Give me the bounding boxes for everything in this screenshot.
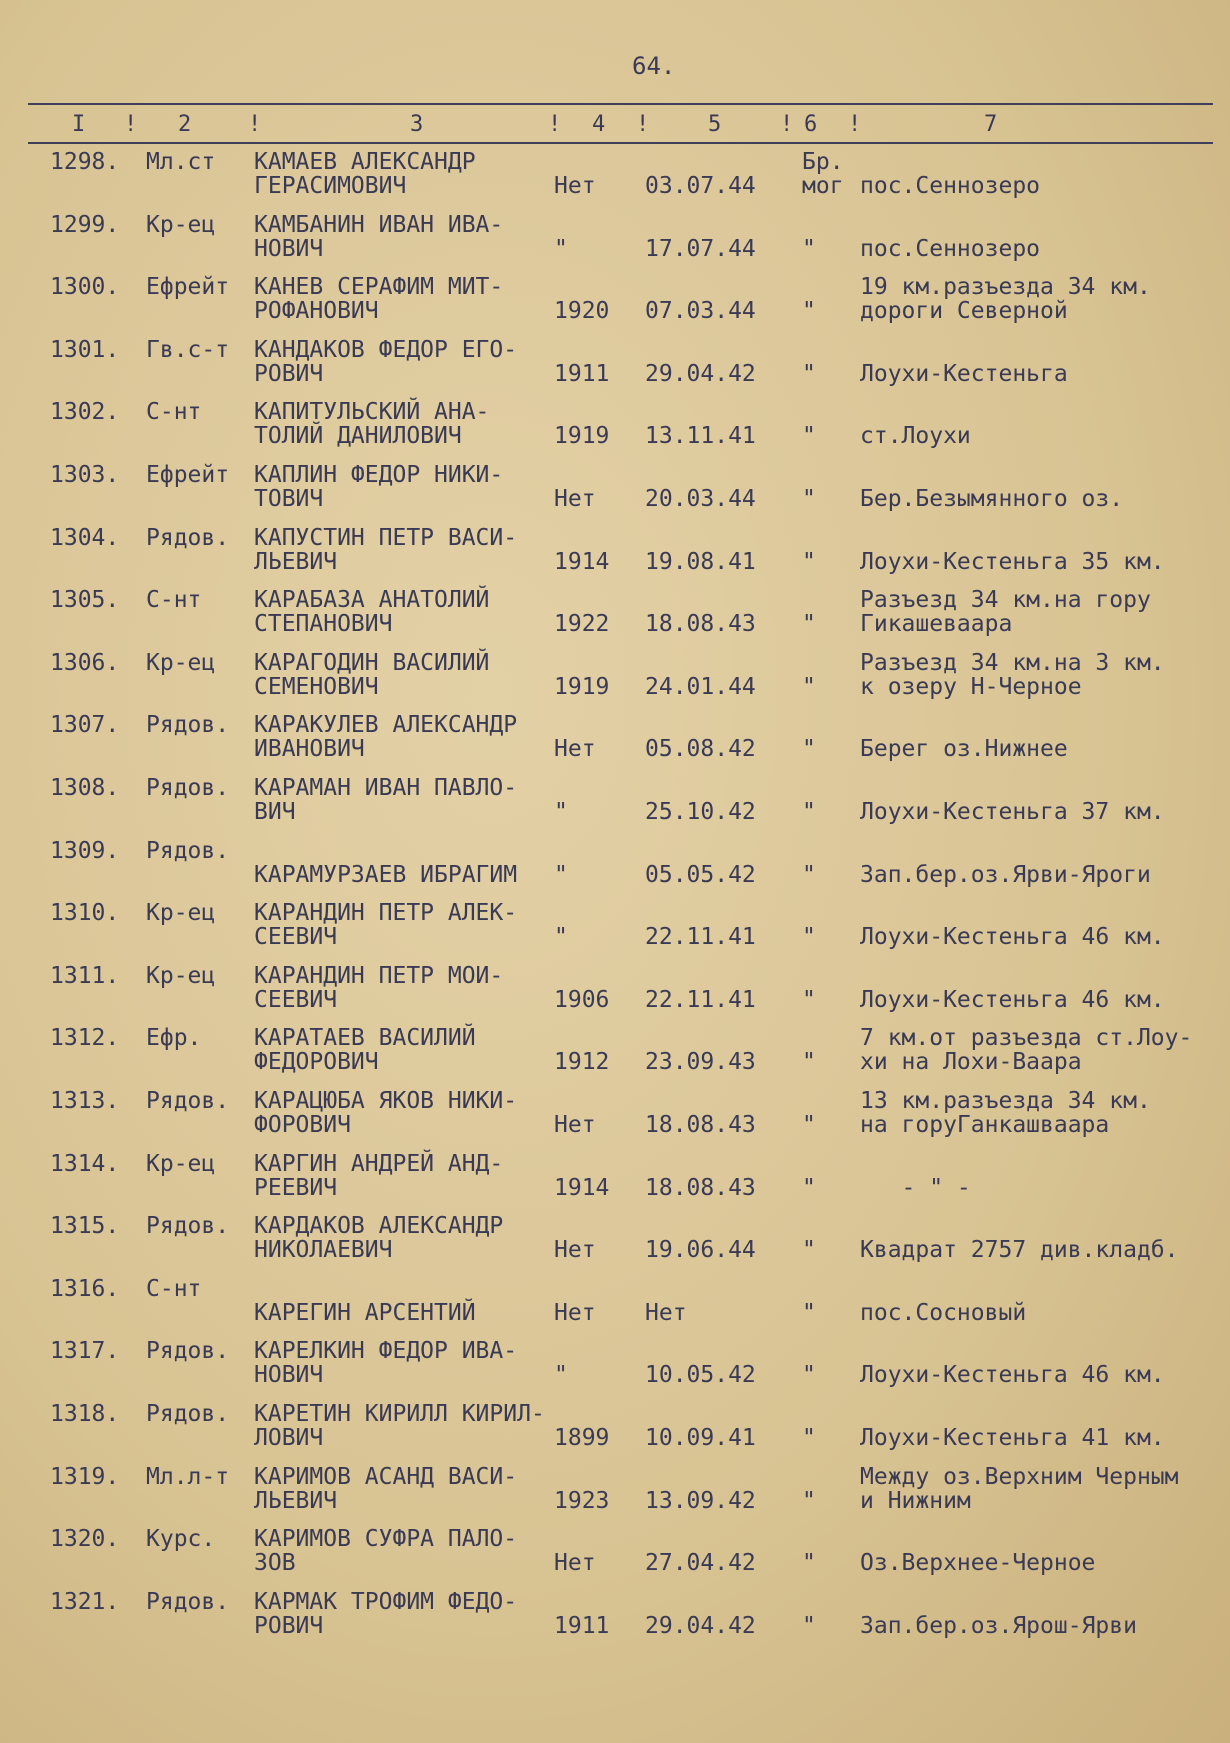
name-line-2: ЛЬЕВИЧ — [254, 548, 338, 575]
burial-type: " — [802, 924, 816, 951]
table-row — [0, 275, 1230, 337]
military-rank: Кр-ец — [146, 649, 216, 676]
column-header: I — [72, 112, 86, 137]
military-rank: Рядов. — [146, 1401, 230, 1427]
birth-year: Нет — [554, 173, 596, 199]
burial-type: " — [802, 1425, 816, 1451]
burial-type: " — [802, 1049, 816, 1076]
table-row — [0, 463, 1230, 525]
table-row — [0, 338, 1230, 400]
name-line-2: РЕЕВИЧ — [254, 1174, 338, 1201]
burial-type: " — [802, 986, 816, 1013]
record-number: 1301. — [50, 336, 120, 363]
military-rank: Рядов. — [146, 524, 230, 551]
burial-place-line-2: пос.Сосновый — [860, 1299, 1027, 1326]
burial-place-line-2: хи на Лохи-Ваара — [860, 1049, 1082, 1076]
name-line-2: ЗОВ — [254, 1550, 296, 1577]
burial-type: " — [802, 799, 816, 825]
name-line-2: ИВАНОВИЧ — [254, 736, 365, 763]
burial-place-line-2: Лоухи-Кестеньга 41 км. — [860, 1425, 1165, 1451]
record-number: 1307. — [50, 712, 120, 739]
table-row — [0, 1339, 1230, 1401]
military-rank: С-нт — [146, 587, 202, 614]
birth-year: " — [554, 1362, 568, 1389]
table-row — [0, 964, 1230, 1026]
birth-year: Нет — [554, 736, 596, 763]
header-bottom-rule — [28, 142, 1213, 144]
military-rank: Рядов. — [146, 1088, 230, 1114]
name-line-1: КАРДАКОВ АЛЕКСАНДР — [254, 1213, 504, 1240]
burial-type: " — [802, 611, 816, 638]
death-date: 03.07.44 — [645, 173, 756, 199]
death-date: 18.08.43 — [645, 1174, 756, 1201]
military-rank: Кр-ец — [146, 962, 216, 989]
birth-year: 1914 — [554, 1174, 610, 1201]
name-line-2: ТОВИЧ — [254, 486, 324, 512]
name-line-1: КАРГИН АНДРЕЙ АНД- — [254, 1150, 504, 1177]
table-row — [0, 150, 1230, 212]
burial-type: " — [802, 673, 816, 700]
military-rank: Рядов. — [146, 775, 230, 801]
death-date: 07.03.44 — [645, 298, 756, 325]
name-line-1: КАРАМАН ИВАН ПАВЛО- — [254, 775, 518, 801]
record-number: 1302. — [50, 399, 120, 426]
birth-year: " — [554, 861, 568, 888]
burial-place-line-2: Лоухи-Кестеньга 46 км. — [860, 1362, 1165, 1389]
birth-year: Нет — [554, 1237, 596, 1264]
burial-place-line-2: Гикашеваара — [860, 611, 1013, 638]
military-rank: Кр-ец — [146, 211, 216, 238]
record-number: 1310. — [50, 900, 120, 927]
name-line-2: ФОРОВИЧ — [254, 1112, 351, 1138]
burial-type: " — [802, 1174, 816, 1201]
burial-place-line-2: Зап.бер.оз.Ярош-Ярви — [860, 1612, 1137, 1639]
birth-year: Нет — [554, 1299, 596, 1326]
table-row — [0, 1026, 1230, 1088]
record-number: 1313. — [50, 1088, 120, 1114]
burial-place-line-2: и Нижним — [860, 1487, 971, 1514]
page-number: 64. — [632, 52, 676, 80]
column-separator: ! — [248, 112, 262, 137]
burial-place-line-2: Лоухи-Кестеньга 46 км. — [860, 924, 1165, 951]
name-line-1: КАПУСТИН ПЕТР ВАСИ- — [254, 524, 518, 551]
death-date: 23.09.43 — [645, 1049, 756, 1076]
record-number: 1300. — [50, 274, 120, 301]
death-date: 27.04.42 — [645, 1550, 756, 1577]
record-number: 1299. — [50, 211, 120, 238]
military-rank: Курс. — [146, 1526, 216, 1553]
record-number: 1321. — [50, 1588, 120, 1615]
record-number: 1311. — [50, 962, 120, 989]
table-row — [0, 1465, 1230, 1527]
death-date: 13.09.42 — [645, 1487, 756, 1514]
record-number: 1314. — [50, 1150, 120, 1177]
birth-year: " — [554, 799, 568, 825]
burial-place-line-2: Лоухи-Кестеньга 37 км. — [860, 799, 1165, 825]
death-date: 17.07.44 — [645, 235, 756, 262]
military-rank: С-нт — [146, 1275, 202, 1302]
birth-year: 1914 — [554, 548, 610, 575]
military-rank: Ефр. — [146, 1025, 202, 1052]
table-row — [0, 901, 1230, 963]
name-line-2: СТЕПАНОВИЧ — [254, 611, 393, 638]
birth-year: " — [554, 235, 568, 262]
column-header: 3 — [410, 112, 424, 137]
record-number: 1308. — [50, 775, 120, 801]
table-row — [0, 1089, 1230, 1151]
column-header: 2 — [178, 112, 192, 137]
burial-place-line-1: 13 км.разъезда 34 км. — [860, 1088, 1151, 1114]
header-top-rule — [28, 103, 1213, 105]
name-line-1: КАРИМОВ АСАНД ВАСИ- — [254, 1463, 518, 1490]
table-row — [0, 1590, 1230, 1652]
burial-place-line-2: Лоухи-Кестеньга 46 км. — [860, 986, 1165, 1013]
name-line-2: СЕЕВИЧ — [254, 986, 338, 1013]
death-date: 05.05.42 — [645, 861, 756, 888]
table-row — [0, 839, 1230, 901]
name-line-2: НИКОЛАЕВИЧ — [254, 1237, 393, 1264]
name-line-1: КАРАНДИН ПЕТР АЛЕК- — [254, 900, 518, 927]
name-line-2: ФЕДОРОВИЧ — [254, 1049, 379, 1076]
death-date: 10.09.41 — [645, 1425, 756, 1451]
burial-type: " — [802, 1612, 816, 1639]
burial-type: мог — [802, 173, 844, 199]
burial-type: " — [802, 360, 816, 387]
name-line-1: КАРАТАЕВ ВАСИЛИЙ — [254, 1025, 476, 1052]
burial-type: " — [802, 1487, 816, 1514]
column-header: 4 — [592, 112, 606, 137]
table-row — [0, 776, 1230, 838]
burial-place-line-2: Бер.Безымянного оз. — [860, 486, 1124, 512]
burial-place-line-1: Между оз.Верхним Черным — [860, 1463, 1179, 1490]
name-line-2: ЛОВИЧ — [254, 1425, 324, 1451]
burial-place-line-2: к озеру Н-Черное — [860, 673, 1082, 700]
record-number: 1318. — [50, 1401, 120, 1427]
table-row — [0, 1152, 1230, 1214]
name-line-1: КАРЕТИН КИРИЛЛ КИРИЛ- — [254, 1401, 545, 1427]
birth-year: " — [554, 924, 568, 951]
column-header: 5 — [708, 112, 722, 137]
death-date: Нет — [645, 1299, 687, 1326]
birth-year: Нет — [554, 1550, 596, 1577]
name-line-2: СЕЕВИЧ — [254, 924, 338, 951]
record-number: 1298. — [50, 149, 120, 175]
death-date: 18.08.43 — [645, 611, 756, 638]
name-line-1: КАРАГОДИН ВАСИЛИЙ — [254, 649, 490, 676]
death-date: 25.10.42 — [645, 799, 756, 825]
burial-type: " — [802, 548, 816, 575]
burial-type: " — [802, 1362, 816, 1389]
burial-place-line-2: ст.Лоухи — [860, 423, 971, 450]
name-line-2: РОВИЧ — [254, 360, 324, 387]
table-row — [0, 1527, 1230, 1589]
burial-place-line-2: пос.Сеннозеро — [860, 235, 1041, 262]
burial-place-line-2: Зап.бер.оз.Ярви-Яроги — [860, 861, 1151, 888]
name-line-2: ГЕРАСИМОВИЧ — [254, 173, 407, 199]
burial-place-line-2: на горуГанкашваара — [860, 1112, 1110, 1138]
military-rank: Мл.ст — [146, 149, 216, 175]
column-header-row — [0, 112, 1230, 142]
death-date: 29.04.42 — [645, 360, 756, 387]
military-rank: Ефрейт — [146, 274, 230, 301]
record-number: 1319. — [50, 1463, 120, 1490]
name-line-1: КАПЛИН ФЕДОР НИКИ- — [254, 462, 504, 488]
name-line-2: СЕМЕНОВИЧ — [254, 673, 379, 700]
birth-year: 1919 — [554, 673, 610, 700]
birth-year: 1923 — [554, 1487, 610, 1514]
name-line-2: ВИЧ — [254, 799, 296, 825]
column-header: 7 — [984, 112, 998, 137]
military-rank: Гв.с-т — [146, 336, 230, 363]
burial-place-line-2: Лоухи-Кестеньга — [860, 360, 1068, 387]
record-number: 1303. — [50, 462, 120, 488]
burial-place-line-1: Разъезд 34 км.на гору — [860, 587, 1151, 614]
name-line-2: ТОЛИЙ ДАНИЛОВИЧ — [254, 423, 462, 450]
record-number: 1320. — [50, 1526, 120, 1553]
name-line-1: КАНЕВ СЕРАФИМ МИТ- — [254, 274, 504, 301]
name-line-2: НОВИЧ — [254, 235, 324, 262]
burial-type: " — [802, 423, 816, 450]
column-header: 6 — [804, 112, 818, 137]
burial-place-line-1: 19 км.разъезда 34 км. — [860, 274, 1151, 301]
death-date: 19.06.44 — [645, 1237, 756, 1264]
table-row — [0, 588, 1230, 650]
military-rank: Рядов. — [146, 712, 230, 739]
military-rank: Рядов. — [146, 1213, 230, 1240]
burial-place-line-2: - " - — [860, 1174, 971, 1201]
burial-type: " — [802, 298, 816, 325]
name-line-1: КАРАКУЛЕВ АЛЕКСАНДР — [254, 712, 518, 739]
birth-year: 1920 — [554, 298, 610, 325]
burial-place-line-2: Оз.Верхнее-Черное — [860, 1550, 1096, 1577]
table-row — [0, 713, 1230, 775]
birth-year: 1899 — [554, 1425, 610, 1451]
name-line-2: НОВИЧ — [254, 1362, 324, 1389]
death-date: 13.11.41 — [645, 423, 756, 450]
name-line-1: КАРИМОВ СУФРА ПАЛО- — [254, 1526, 518, 1553]
name-line-1: КАРМАК ТРОФИМ ФЕДО- — [254, 1588, 518, 1615]
burial-type: " — [802, 736, 816, 763]
name-line-2: КАРЕГИН АРСЕНТИЙ — [254, 1299, 476, 1326]
table-row — [0, 1214, 1230, 1276]
burial-place-line-2: пос.Сеннозеро — [860, 173, 1041, 199]
burial-place-line-2: Берег оз.Нижнее — [860, 736, 1068, 763]
burial-place-line-2: Лоухи-Кестеньга 35 км. — [860, 548, 1165, 575]
column-separator: ! — [548, 112, 562, 137]
military-rank: Ефрейт — [146, 462, 230, 488]
table-row — [0, 651, 1230, 713]
name-line-2: ЛЬЕВИЧ — [254, 1487, 338, 1514]
death-date: 24.01.44 — [645, 673, 756, 700]
name-line-2: РОФАНОВИЧ — [254, 298, 379, 325]
table-row — [0, 1277, 1230, 1339]
name-line-1: КАМБАНИН ИВАН ИВА- — [254, 211, 504, 238]
column-separator: ! — [780, 112, 794, 137]
burial-type: " — [802, 486, 816, 512]
death-date: 19.08.41 — [645, 548, 756, 575]
military-rank: Рядов. — [146, 837, 230, 864]
name-line-1: КАПИТУЛЬСКИЙ АНА- — [254, 399, 490, 426]
record-number: 1317. — [50, 1338, 120, 1365]
military-rank: Рядов. — [146, 1338, 230, 1365]
table-row — [0, 213, 1230, 275]
table-row — [0, 400, 1230, 462]
military-rank: Кр-ец — [146, 1150, 216, 1177]
death-date: 20.03.44 — [645, 486, 756, 512]
birth-year: 1911 — [554, 360, 610, 387]
column-separator: ! — [124, 112, 138, 137]
table-row — [0, 1402, 1230, 1464]
death-date: 05.08.42 — [645, 736, 756, 763]
birth-year: 1919 — [554, 423, 610, 450]
burial-type: " — [802, 1112, 816, 1138]
record-number: 1306. — [50, 649, 120, 676]
name-line-2: РОВИЧ — [254, 1612, 324, 1639]
death-date: 22.11.41 — [645, 986, 756, 1013]
death-date: 18.08.43 — [645, 1112, 756, 1138]
birth-year: Нет — [554, 1112, 596, 1138]
burial-type: " — [802, 1237, 816, 1264]
column-separator: ! — [636, 112, 650, 137]
name-line-1: КАРЕЛКИН ФЕДОР ИВА- — [254, 1338, 518, 1365]
burial-place-line-1: Разъезд 34 км.на 3 км. — [860, 649, 1165, 676]
birth-year: 1922 — [554, 611, 610, 638]
birth-year: 1906 — [554, 986, 610, 1013]
birth-year: Нет — [554, 486, 596, 512]
burial-place-line-2: дороги Северной — [860, 298, 1068, 325]
military-rank: С-нт — [146, 399, 202, 426]
death-date: 22.11.41 — [645, 924, 756, 951]
military-rank: Рядов. — [146, 1588, 230, 1615]
military-rank: Кр-ец — [146, 900, 216, 927]
column-separator: ! — [848, 112, 862, 137]
burial-place-line-2: Квадрат 2757 див.кладб. — [860, 1237, 1179, 1264]
record-number: 1304. — [50, 524, 120, 551]
record-number: 1309. — [50, 837, 120, 864]
death-date: 10.05.42 — [645, 1362, 756, 1389]
military-rank: Мл.л-т — [146, 1463, 230, 1490]
name-line-1: КАРАЦЮБА ЯКОВ НИКИ- — [254, 1088, 518, 1114]
record-number: 1305. — [50, 587, 120, 614]
name-line-2: КАРАМУРЗАЕВ ИБРАГИМ — [254, 861, 518, 888]
record-number: 1312. — [50, 1025, 120, 1052]
burial-type: " — [802, 235, 816, 262]
name-line-1: КАМАЕВ АЛЕКСАНДР — [254, 149, 476, 175]
burial-place-line-1: 7 км.от разъезда ст.Лоу- — [860, 1025, 1193, 1052]
record-number: 1315. — [50, 1213, 120, 1240]
record-number: 1316. — [50, 1275, 120, 1302]
birth-year: 1911 — [554, 1612, 610, 1639]
burial-type-line-1: Бр. — [802, 149, 844, 175]
burial-type: " — [802, 1550, 816, 1577]
table-row — [0, 526, 1230, 588]
name-line-1: КАРАБАЗА АНАТОЛИЙ — [254, 587, 490, 614]
name-line-1: КАРАНДИН ПЕТР МОИ- — [254, 962, 504, 989]
name-line-1: КАНДАКОВ ФЕДОР ЕГО- — [254, 336, 518, 363]
burial-type: " — [802, 861, 816, 888]
death-date: 29.04.42 — [645, 1612, 756, 1639]
burial-type: " — [802, 1299, 816, 1326]
birth-year: 1912 — [554, 1049, 610, 1076]
